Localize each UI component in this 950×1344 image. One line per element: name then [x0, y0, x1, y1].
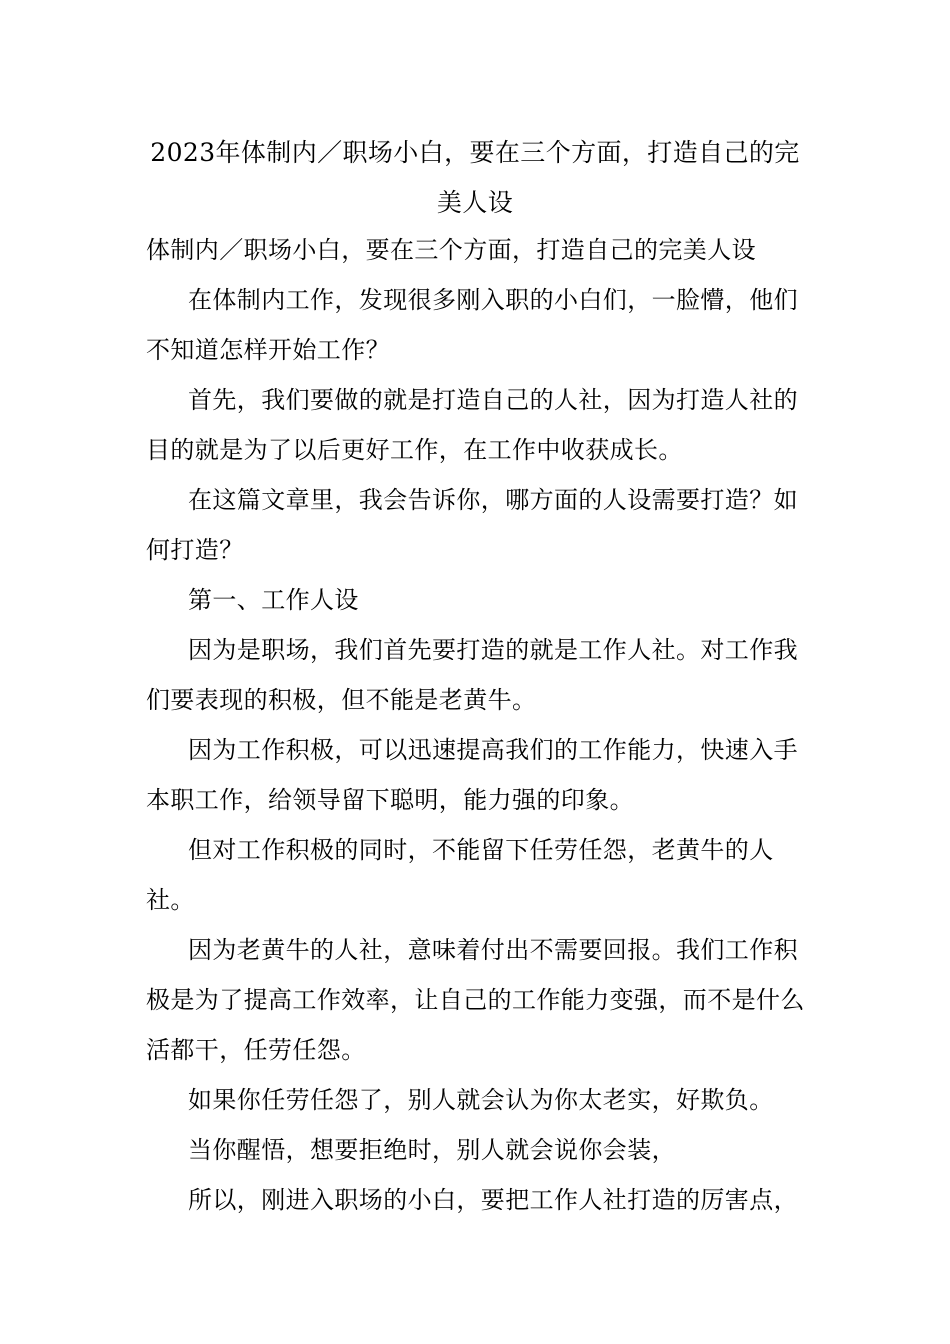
paragraph: 首先，我们要做的就是打造自己的人社，因为打造人社的目的就是为了以后更好工作，在工作中收获成长。	[146, 386, 798, 464]
paragraph: 如果你任劳任怨了，别人就会认为你太老实，好欺负。	[188, 1086, 774, 1114]
paragraph: 但对工作积极的同时，不能留下任劳任怨，老黄牛的人社。	[146, 836, 774, 914]
paragraph: 在体制内工作，发现很多刚入职的小白们，一脸懵，他们不知道怎样开始工作？	[146, 286, 798, 364]
section-heading: 第一、工作人设	[188, 586, 359, 614]
paragraph-subtitle: 体制内／职场小白，要在三个方面，打造自己的完美人设	[146, 236, 756, 264]
paragraph: 因为老黄牛的人社，意味着付出不需要回报。我们工作积极是为了提高工作效率，让自己的工作能力变强，而不是什么活都干，任劳任怨。	[146, 936, 805, 1064]
document-title: 2023年体制内／职场小白，要在三个方面，打造自己的完美人设	[150, 138, 800, 217]
paragraph: 所以，刚进入职场的小白，要把工作人社打造的厉害点，	[188, 1186, 798, 1214]
paragraph: 因为工作积极，可以迅速提高我们的工作能力，快速入手本职工作，给领导留下聪明，能力强的印象。	[146, 736, 798, 814]
paragraph: 当你醒悟，想要拒绝时，别人就会说你会装，	[188, 1136, 676, 1164]
paragraph: 因为是职场，我们首先要打造的就是工作人社。对工作我们要表现的积极，但不能是老黄牛。	[146, 636, 798, 714]
paragraph: 在这篇文章里，我会告诉你，哪方面的人设需要打造？如何打造？	[146, 486, 798, 564]
document-body	[146, 225, 810, 1225]
